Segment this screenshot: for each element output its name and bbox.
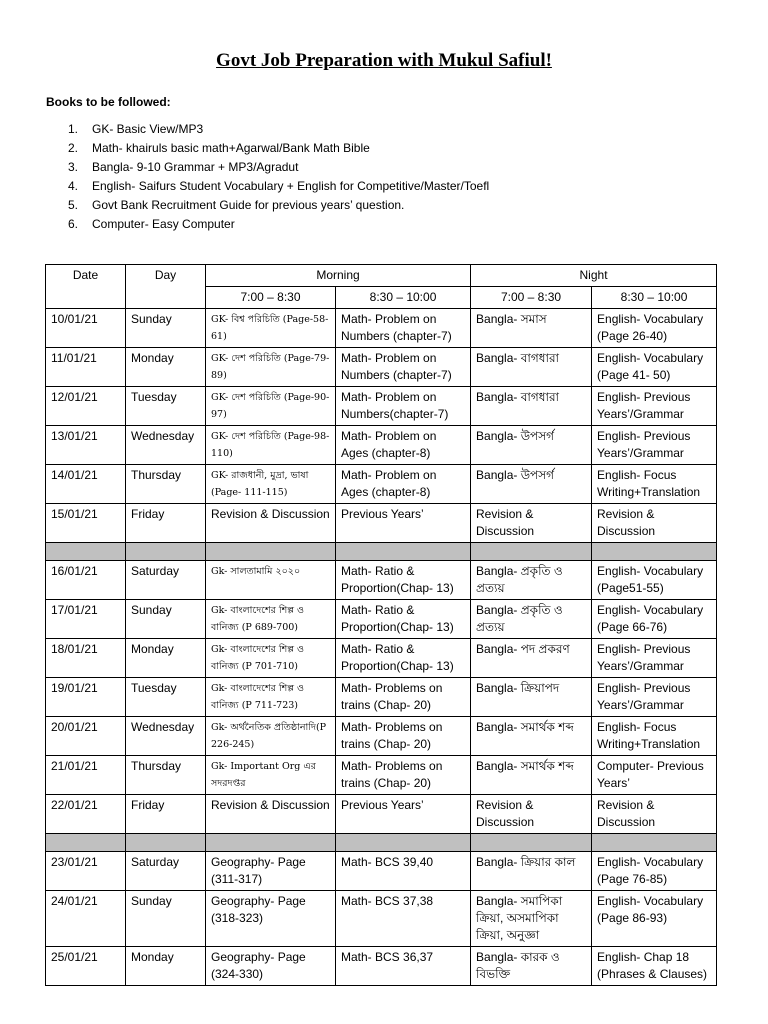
separator-cell bbox=[471, 834, 592, 852]
table-row bbox=[46, 891, 717, 947]
cell-bangla: Bangla- বাগধারা bbox=[471, 387, 592, 426]
table-row bbox=[46, 717, 717, 756]
book-item-number: 1. bbox=[68, 122, 79, 136]
cell-english: English- Focus Writing+Translation bbox=[592, 717, 717, 756]
book-item-text: Math- khairuls basic math+Agarwal/Bank Math Bible bbox=[92, 141, 370, 155]
header-night-slot-2: 8:30 – 10:00 bbox=[592, 287, 717, 309]
cell-gk: GK- দেশ পরিচিতি (Page-90-97) bbox=[206, 387, 336, 426]
book-item-text: English- Saifurs Student Vocabulary + English for Competitive/Master/Toefl bbox=[92, 179, 490, 193]
cell-gk: Geography- Page (311-317) bbox=[206, 852, 336, 891]
table-row bbox=[46, 678, 717, 717]
separator-cell bbox=[206, 543, 336, 561]
cell-date: 17/01/21 bbox=[46, 600, 126, 639]
cell-day: Tuesday bbox=[126, 678, 206, 717]
cell-math: Math- BCS 39,40 bbox=[336, 852, 471, 891]
cell-gk: Gk- বাংলাদেশের শিল্প ও বানিজ্য (P 711-723) bbox=[206, 678, 336, 717]
book-item-number: 2. bbox=[68, 141, 79, 155]
cell-english: English- Chap 18 (Phrases & Clauses) bbox=[592, 947, 717, 986]
cell-english: Revision & Discussion bbox=[592, 504, 717, 543]
cell-gk: GK- বিশ্ব পরিচিতি (Page-58-61) bbox=[206, 309, 336, 348]
book-item-text: GK- Basic View/MP3 bbox=[92, 122, 204, 136]
cell-day: Saturday bbox=[126, 852, 206, 891]
cell-gk: Revision & Discussion bbox=[206, 504, 336, 543]
cell-gk: Revision & Discussion bbox=[206, 795, 336, 834]
cell-date: 11/01/21 bbox=[46, 348, 126, 387]
schedule-table bbox=[45, 264, 717, 986]
cell-bangla: Bangla- সমার্থক শব্দ bbox=[471, 756, 592, 795]
cell-math: Math- Problem on Numbers (chapter-7) bbox=[336, 348, 471, 387]
separator-cell bbox=[592, 543, 717, 561]
table-row bbox=[46, 852, 717, 891]
separator-cell bbox=[336, 834, 471, 852]
cell-gk: Geography- Page (318-323) bbox=[206, 891, 336, 947]
table-row bbox=[46, 947, 717, 986]
cell-gk: GK- রাজধানী, মুদ্রা, ভাষা (Page- 111-115) bbox=[206, 465, 336, 504]
cell-math: Previous Years’ bbox=[336, 795, 471, 834]
cell-date: 12/01/21 bbox=[46, 387, 126, 426]
separator-cell bbox=[46, 543, 126, 561]
header-morning-slot-2: 8:30 – 10:00 bbox=[336, 287, 471, 309]
book-item bbox=[46, 160, 489, 179]
cell-gk: Gk- অর্থনৈতিক প্রতিষ্ঠানাদি(P 226-245) bbox=[206, 717, 336, 756]
table-row bbox=[46, 600, 717, 639]
cell-date: 20/01/21 bbox=[46, 717, 126, 756]
table-row bbox=[46, 309, 717, 348]
cell-english: English- Vocabulary (Page 41- 50) bbox=[592, 348, 717, 387]
cell-bangla: Revision & Discussion bbox=[471, 504, 592, 543]
cell-date: 18/01/21 bbox=[46, 639, 126, 678]
separator-cell bbox=[336, 543, 471, 561]
cell-day: Friday bbox=[126, 795, 206, 834]
header-night-slot-1: 7:00 – 8:30 bbox=[471, 287, 592, 309]
cell-day: Wednesday bbox=[126, 426, 206, 465]
cell-day: Monday bbox=[126, 639, 206, 678]
cell-english: Computer- Previous Years’ bbox=[592, 756, 717, 795]
cell-math: Math- Problem on Numbers(chapter-7) bbox=[336, 387, 471, 426]
cell-day: Wednesday bbox=[126, 717, 206, 756]
cell-bangla: Bangla- সমার্থক শব্দ bbox=[471, 717, 592, 756]
cell-english: English- Vocabulary (Page 86-93) bbox=[592, 891, 717, 947]
cell-math: Math- Problems on trains (Chap- 20) bbox=[336, 717, 471, 756]
separator-cell bbox=[206, 834, 336, 852]
cell-gk: Gk- বাংলাদেশের শিল্প ও বানিজ্য (P 701-710) bbox=[206, 639, 336, 678]
books-list bbox=[46, 122, 489, 236]
book-item bbox=[46, 141, 489, 160]
cell-english: English- Vocabulary (Page51-55) bbox=[592, 561, 717, 600]
cell-english: English- Previous Years’/Grammar bbox=[592, 387, 717, 426]
cell-day: Monday bbox=[126, 348, 206, 387]
separator-cell bbox=[126, 543, 206, 561]
cell-math: Math- BCS 36,37 bbox=[336, 947, 471, 986]
header-morning-slot-1: 7:00 – 8:30 bbox=[206, 287, 336, 309]
cell-date: 10/01/21 bbox=[46, 309, 126, 348]
cell-bangla: Bangla- প্রকৃতি ও প্রত্যয় bbox=[471, 561, 592, 600]
cell-gk: Gk- বাংলাদেশের শিল্প ও বানিজ্য (P 689-700) bbox=[206, 600, 336, 639]
cell-math: Math- Ratio & Proportion(Chap- 13) bbox=[336, 639, 471, 678]
cell-date: 16/01/21 bbox=[46, 561, 126, 600]
cell-math: Math- Problem on Ages (chapter-8) bbox=[336, 465, 471, 504]
header-morning: Morning bbox=[206, 265, 471, 287]
cell-day: Sunday bbox=[126, 600, 206, 639]
table-row bbox=[46, 426, 717, 465]
book-item bbox=[46, 179, 489, 198]
cell-gk: Gk- সালতামামি ২০২০ bbox=[206, 561, 336, 600]
cell-english: English- Vocabulary (Page 26-40) bbox=[592, 309, 717, 348]
cell-day: Tuesday bbox=[126, 387, 206, 426]
book-item-number: 5. bbox=[68, 198, 79, 212]
cell-gk: GK- দেশ পরিচিতি (Page-79-89) bbox=[206, 348, 336, 387]
cell-bangla: Bangla- উপসর্গ bbox=[471, 426, 592, 465]
separator-cell bbox=[592, 834, 717, 852]
book-item-text: Bangla- 9-10 Grammar + MP3/Agradut bbox=[92, 160, 299, 174]
table-row bbox=[46, 639, 717, 678]
book-item-text: Computer- Easy Computer bbox=[92, 217, 235, 231]
header-date: Date bbox=[46, 265, 126, 309]
cell-bangla: Bangla- বাগধারা bbox=[471, 348, 592, 387]
cell-date: 13/01/21 bbox=[46, 426, 126, 465]
book-item bbox=[46, 122, 489, 141]
cell-english: Revision & Discussion bbox=[592, 795, 717, 834]
book-item-number: 6. bbox=[68, 217, 79, 231]
cell-english: English- Vocabulary (Page 66-76) bbox=[592, 600, 717, 639]
cell-date: 14/01/21 bbox=[46, 465, 126, 504]
books-heading: Books to be followed: bbox=[46, 95, 171, 109]
book-item bbox=[46, 217, 489, 236]
cell-math: Math- BCS 37,38 bbox=[336, 891, 471, 947]
cell-day: Sunday bbox=[126, 309, 206, 348]
header-night: Night bbox=[471, 265, 717, 287]
table-row bbox=[46, 348, 717, 387]
header-day: Day bbox=[126, 265, 206, 309]
cell-day: Saturday bbox=[126, 561, 206, 600]
cell-math: Math- Ratio & Proportion(Chap- 13) bbox=[336, 561, 471, 600]
separator-cell bbox=[46, 834, 126, 852]
cell-gk: Geography- Page (324-330) bbox=[206, 947, 336, 986]
cell-math: Math- Ratio & Proportion(Chap- 13) bbox=[336, 600, 471, 639]
table-row bbox=[46, 561, 717, 600]
page-title: Govt Job Preparation with Mukul Safiul! bbox=[216, 50, 552, 71]
cell-bangla: Bangla- ক্রিয়ার কাল bbox=[471, 852, 592, 891]
cell-bangla: Bangla- ক্রিয়াপদ bbox=[471, 678, 592, 717]
cell-english: English- Focus Writing+Translation bbox=[592, 465, 717, 504]
table-row bbox=[46, 795, 717, 834]
cell-english: English- Previous Years’/Grammar bbox=[592, 678, 717, 717]
separator-cell bbox=[471, 543, 592, 561]
cell-math: Previous Years’ bbox=[336, 504, 471, 543]
table-row bbox=[46, 465, 717, 504]
cell-math: Math- Problems on trains (Chap- 20) bbox=[336, 678, 471, 717]
cell-day: Friday bbox=[126, 504, 206, 543]
table-row bbox=[46, 756, 717, 795]
cell-math: Math- Problem on Ages (chapter-8) bbox=[336, 426, 471, 465]
table-row bbox=[46, 504, 717, 543]
cell-date: 21/01/21 bbox=[46, 756, 126, 795]
book-item-text: Govt Bank Recruitment Guide for previous years’ question. bbox=[92, 198, 405, 212]
cell-bangla: Bangla- সমাস bbox=[471, 309, 592, 348]
separator-cell bbox=[126, 834, 206, 852]
cell-bangla: Bangla- সমাপিকা ক্রিয়া, অসমাপিকা ক্রিয়া, অনুজ্ঞা bbox=[471, 891, 592, 947]
cell-day: Thursday bbox=[126, 465, 206, 504]
cell-date: 25/01/21 bbox=[46, 947, 126, 986]
cell-day: Monday bbox=[126, 947, 206, 986]
table-separator-row bbox=[46, 834, 717, 852]
cell-gk: Gk- Important Org এর সদরদপ্তর bbox=[206, 756, 336, 795]
table-separator-row bbox=[46, 543, 717, 561]
cell-bangla: Bangla- প্রকৃতি ও প্রত্যয় bbox=[471, 600, 592, 639]
cell-day: Thursday bbox=[126, 756, 206, 795]
cell-day: Sunday bbox=[126, 891, 206, 947]
cell-date: 22/01/21 bbox=[46, 795, 126, 834]
cell-bangla: Bangla- উপসর্গ bbox=[471, 465, 592, 504]
book-item-number: 4. bbox=[68, 179, 79, 193]
cell-gk: GK- দেশ পরিচিতি (Page-98-110) bbox=[206, 426, 336, 465]
cell-english: English- Previous Years’/Grammar bbox=[592, 426, 717, 465]
cell-math: Math- Problems on trains (Chap- 20) bbox=[336, 756, 471, 795]
cell-date: 15/01/21 bbox=[46, 504, 126, 543]
cell-math: Math- Problem on Numbers (chapter-7) bbox=[336, 309, 471, 348]
cell-bangla: Revision & Discussion bbox=[471, 795, 592, 834]
cell-bangla: Bangla- পদ প্রকরণ bbox=[471, 639, 592, 678]
book-item bbox=[46, 198, 489, 217]
table-row bbox=[46, 387, 717, 426]
cell-date: 19/01/21 bbox=[46, 678, 126, 717]
book-item-number: 3. bbox=[68, 160, 79, 174]
cell-date: 24/01/21 bbox=[46, 891, 126, 947]
cell-english: English- Previous Years’/Grammar bbox=[592, 639, 717, 678]
cell-bangla: Bangla- কারক ও বিভক্তি bbox=[471, 947, 592, 986]
cell-date: 23/01/21 bbox=[46, 852, 126, 891]
cell-english: English- Vocabulary (Page 76-85) bbox=[592, 852, 717, 891]
